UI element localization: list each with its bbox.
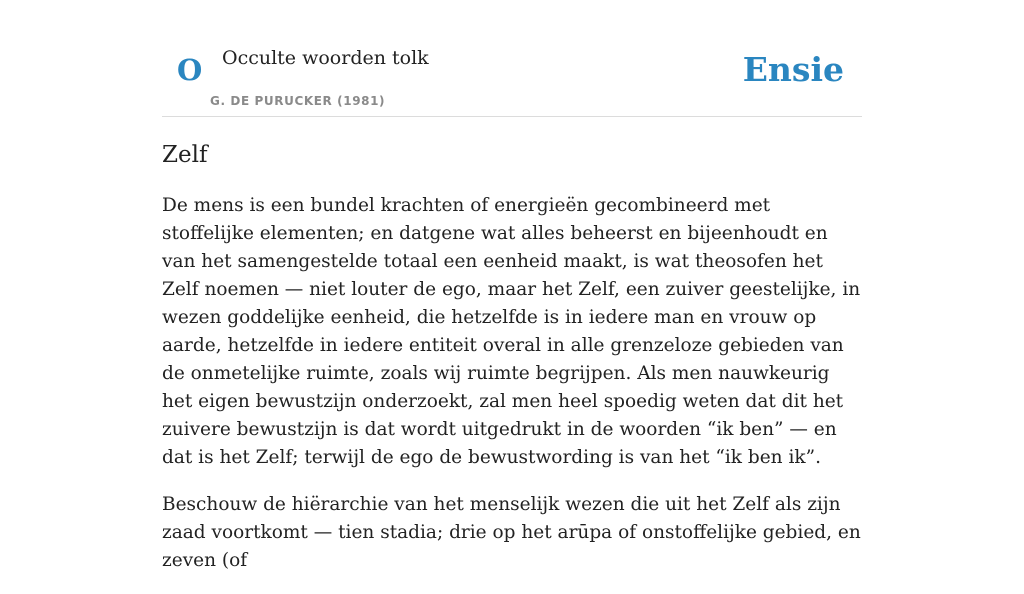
entry-title: Zelf: [162, 142, 208, 168]
page-header: [162, 0, 862, 117]
entry-body: [162, 192, 862, 594]
book-title[interactable]: Occulte woorden tolk: [222, 47, 429, 69]
entry-paragraph: Beschouw de hiërarchie van het menselijk wezen die uit het Zelf als zijn zaad voortkomt — tien stadia; drie op het arūpa of onstoffelijke gebied, en zeven (of: [162, 494, 861, 571]
entry-paragraph: De mens is een bundel krachten of energieën gecombineerd met stoffelijke elementen; en datgene wat alles beheerst en bijeenhoudt en van het samengestelde totaal een eenheid maakt, is wat theosofen het Zelf noemen — niet louter de ego, maar het Zelf, een zuiver geestelijke, in wezen goddelijke eenheid, die hetzelfde is in iedere man en vrouw op aarde, hetzelfde in iedere entiteit overal in alle grenzeloze gebieden van de onmetelijke ruimte, zoals wij ruimte begrijpen. Als men nauwkeurig het eigen bewustzijn onderzoekt, zal men heel spoedig weten dat dit het zuivere bewustzijn is dat wordt uitgedrukt in de woorden “ik ben” — en dat is het Zelf; terwijl de ego de bewustwording is van het “ik ben ik”.: [162, 195, 861, 468]
brand-logo[interactable]: Ensie: [742, 50, 844, 89]
book-author: G. DE PURUCKER (1981): [210, 94, 386, 108]
index-letter[interactable]: O: [177, 53, 203, 87]
